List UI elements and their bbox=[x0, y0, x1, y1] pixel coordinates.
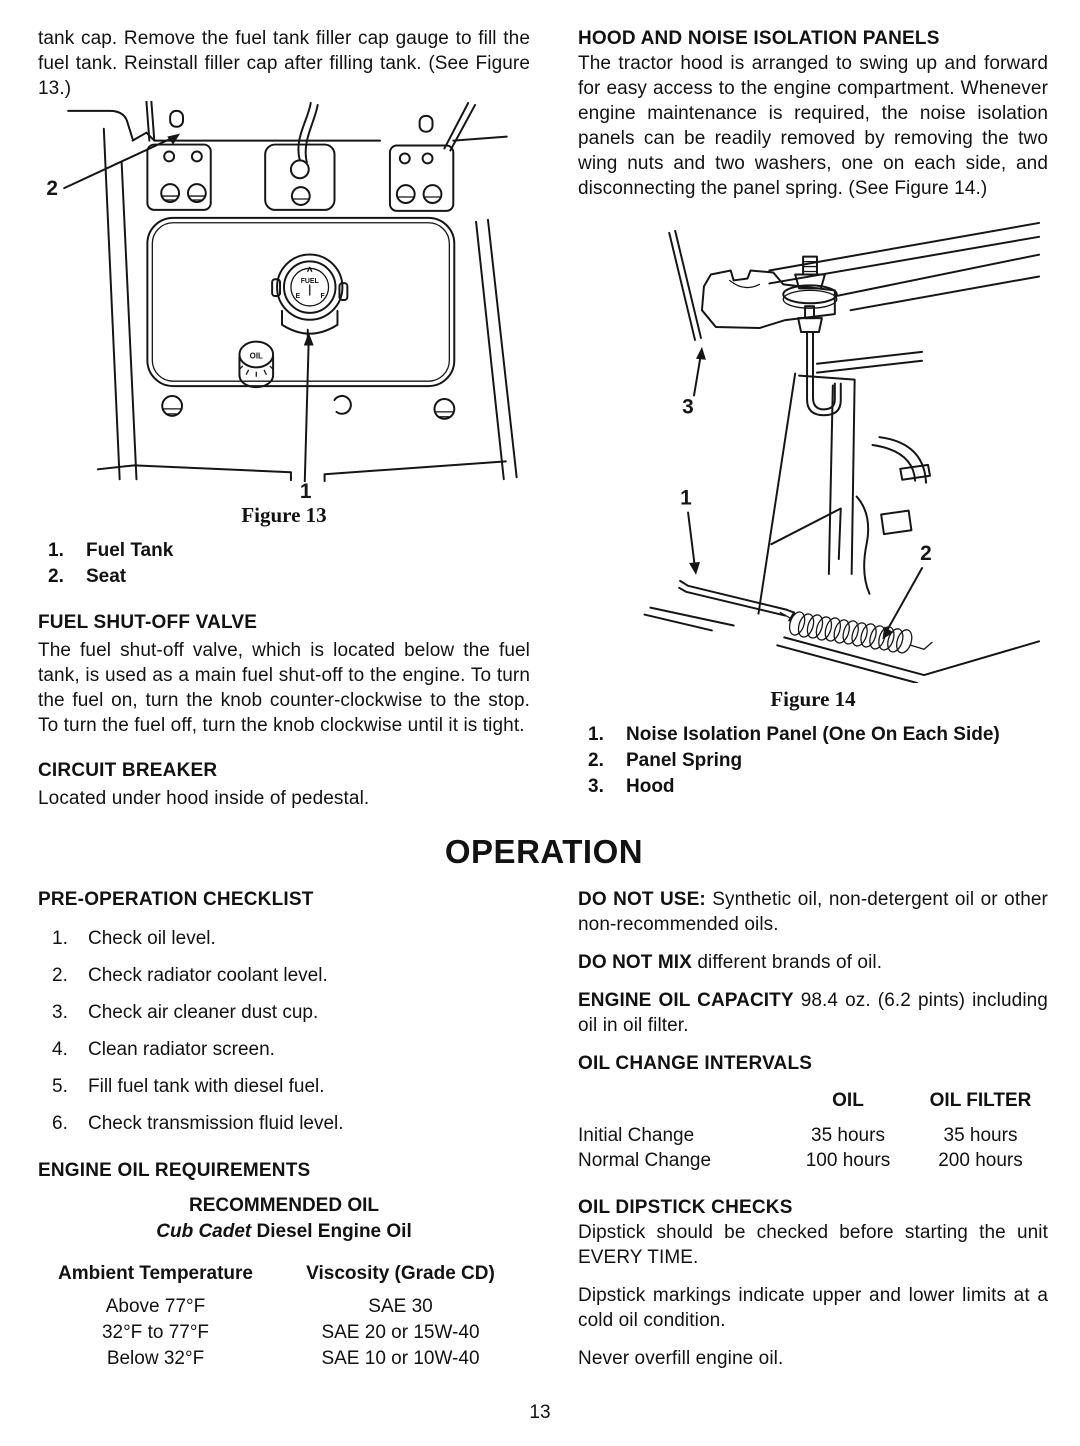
figure13-illustration bbox=[38, 101, 530, 499]
checklist-text: Check air cleaner dust cup. bbox=[88, 1002, 319, 1023]
oil-filter-col-header: OIL FILTER bbox=[929, 1090, 1032, 1111]
fig13-fuel-cap-tab bbox=[272, 279, 280, 296]
engine-oil-requirements-section bbox=[38, 1158, 530, 1372]
fig14-rod-end bbox=[786, 610, 794, 621]
brand-name-rest: Diesel Engine Oil bbox=[251, 1221, 412, 1242]
checklist-num: 5. bbox=[52, 1076, 68, 1097]
recommended-oil-subheading: RECOMMENDED OIL bbox=[189, 1195, 379, 1216]
fig14-panel bbox=[758, 374, 854, 614]
filter-hours-cell: 200 hours bbox=[938, 1150, 1023, 1171]
checklist-text: Clean radiator screen. bbox=[88, 1039, 275, 1060]
circuit-breaker-section bbox=[38, 758, 530, 811]
checklist-num: 4. bbox=[52, 1039, 68, 1060]
dipstick-paragraph-3: Never overfill engine oil. bbox=[578, 1348, 784, 1369]
note-rest: different brands of oil. bbox=[691, 952, 883, 973]
checklist-item bbox=[38, 1037, 530, 1062]
fig14-cable bbox=[857, 497, 870, 594]
fig14-callout-1-arrowhead bbox=[689, 562, 700, 575]
fig14-hood-line bbox=[851, 276, 1039, 310]
fig14-hood-edge-left bbox=[669, 231, 701, 340]
fig14-callout-3-arrowhead bbox=[696, 347, 706, 360]
viscosity-col-header: Viscosity (Grade CD) bbox=[306, 1263, 495, 1284]
viscosity-cell: SAE 30 bbox=[368, 1296, 433, 1317]
top-left-column bbox=[38, 26, 530, 811]
note-bold: ENGINE OIL CAPACITY bbox=[578, 990, 794, 1011]
fig14-connector bbox=[881, 511, 911, 535]
fig13-callout-2-arrowhead bbox=[167, 134, 180, 145]
fig13-hole bbox=[423, 153, 433, 163]
bottom-columns bbox=[38, 887, 1050, 1384]
figure14-caption: Figure 14 bbox=[770, 687, 856, 711]
temp-col-header: Ambient Temperature bbox=[58, 1263, 253, 1284]
checklist-text: Check oil level. bbox=[88, 928, 216, 949]
operation-title: OPERATION bbox=[444, 833, 644, 870]
note-rest: Synthetic oil, non-detergent oil or other non-recommended oils. bbox=[578, 889, 1048, 935]
fig13-left-edge bbox=[104, 129, 120, 479]
dipstick-heading: OIL DIPSTICK CHECKS bbox=[578, 1197, 793, 1218]
fuel-valve-body: The fuel shut-off valve, which is located below the fuel tank, is used as a main fuel shut-off to the engine. To turn the fuel on, turn the knob counter-clockwise to the stop. To turn the fuel off, turn the knob clockwise until it is tight. bbox=[38, 640, 530, 736]
note-rest: 98.4 oz. (6.2 pints) including oil in oil filter. bbox=[578, 990, 1048, 1036]
table-row bbox=[578, 1148, 1048, 1173]
checklist-item bbox=[38, 926, 530, 951]
legend-label: Seat bbox=[86, 566, 127, 587]
figure13-legend bbox=[48, 538, 530, 590]
figure14-illustration bbox=[583, 215, 1043, 683]
figure14-legend-item bbox=[588, 774, 1048, 800]
page-number: 13 bbox=[529, 1402, 551, 1423]
figure13-legend-item bbox=[48, 538, 530, 564]
dipstick-paragraph-1: Dipstick should be checked before starting the unit EVERY TIME. bbox=[578, 1222, 1048, 1268]
fig13-fuel-label: FUEL bbox=[300, 278, 319, 286]
table-row bbox=[38, 1294, 530, 1320]
oil-viscosity-table-header bbox=[38, 1261, 530, 1286]
fig14-j-rod bbox=[807, 332, 841, 415]
fig13-bolt bbox=[434, 399, 454, 419]
checklist-num: 6. bbox=[52, 1113, 68, 1134]
fig14-callout-1: 1 bbox=[680, 486, 692, 510]
fig13-topleft-curve bbox=[68, 111, 132, 139]
legend-label: Noise Isolation Panel (One On Each Side) bbox=[626, 724, 1000, 745]
brand-name-italic: Cub Cadet bbox=[156, 1221, 252, 1242]
fig13-seat-opening bbox=[147, 218, 454, 386]
fig13-bolt-detail bbox=[162, 196, 178, 200]
figure13-legend-item bbox=[48, 564, 530, 590]
legend-num: 1. bbox=[588, 724, 604, 745]
fig14-hood-line bbox=[835, 255, 1039, 297]
interval-label: Initial Change bbox=[578, 1125, 695, 1146]
fig13-bolt bbox=[161, 184, 179, 202]
fig13-right-edge2 bbox=[488, 220, 517, 477]
table-row bbox=[38, 1320, 530, 1346]
fig14-fender-curve bbox=[872, 437, 926, 483]
checklist-text: Check transmission fluid level. bbox=[88, 1113, 344, 1134]
fig13-hole bbox=[192, 151, 202, 161]
fig13-right-edge bbox=[476, 222, 504, 479]
fig14-latch-bracket bbox=[702, 271, 835, 329]
checklist-item bbox=[38, 1111, 530, 1136]
fig13-hole bbox=[164, 151, 174, 161]
oil-capacity-note bbox=[578, 988, 1048, 1038]
fig13-center-bracket bbox=[265, 145, 334, 210]
fig14-callout-3-arrow bbox=[694, 354, 701, 396]
fig13-hole-left bbox=[170, 111, 183, 127]
oil-intervals-table-header bbox=[578, 1088, 1048, 1113]
fig14-callout-2: 2 bbox=[920, 542, 932, 566]
fig13-bottom-edge bbox=[98, 461, 506, 481]
fig13-callout-2: 2 bbox=[46, 177, 58, 201]
fig14-ledge bbox=[817, 352, 922, 373]
circuit-breaker-heading: CIRCUIT BREAKER bbox=[38, 760, 218, 781]
fuel-valve-heading: FUEL SHUT-OFF VALVE bbox=[38, 612, 258, 633]
temp-cell: Above 77°F bbox=[105, 1296, 206, 1317]
hood-panels-body: The tractor hood is arranged to swing up and forward for easy access to the engine compartment. Whenever engine maintenance is required, the noise isolation panels can be readily removed by removing the two wing nuts and two washers, one on each side, and disconnecting the panel spring. (See Figure 14.) bbox=[578, 53, 1048, 199]
fig14-callout-3: 3 bbox=[682, 395, 694, 419]
fig13-hole bbox=[400, 153, 410, 163]
top-columns bbox=[38, 26, 1050, 811]
interval-label: Normal Change bbox=[578, 1150, 712, 1171]
checklist-num: 3. bbox=[52, 1002, 68, 1023]
fig13-bolt bbox=[424, 185, 442, 203]
oil-col-header: OIL bbox=[832, 1090, 864, 1111]
top-right-column bbox=[578, 26, 1048, 811]
fig14-latch-rod bbox=[679, 581, 786, 616]
fig13-callout-1-arrow bbox=[305, 339, 309, 482]
legend-label: Panel Spring bbox=[626, 750, 743, 771]
figure14-legend-item bbox=[588, 722, 1048, 748]
fig14-base-line bbox=[644, 608, 733, 631]
fig13-callout-1-arrowhead bbox=[304, 333, 314, 346]
figure14 bbox=[578, 215, 1048, 712]
bottom-left-column bbox=[38, 887, 530, 1384]
legend-num: 2. bbox=[48, 566, 64, 587]
bottom-right-column bbox=[578, 887, 1048, 1384]
fig13-support-rod bbox=[444, 103, 475, 151]
fig13-cable bbox=[298, 103, 317, 162]
fig14-callout-1-arrow bbox=[688, 512, 695, 568]
oil-requirements-heading: ENGINE OIL REQUIREMENTS bbox=[38, 1160, 311, 1181]
fig14-hood-line bbox=[769, 237, 1039, 284]
viscosity-cell: SAE 20 or 15W-40 bbox=[321, 1322, 480, 1343]
fuel-valve-section bbox=[38, 610, 530, 738]
do-not-use-note bbox=[578, 887, 1048, 937]
oil-change-intervals-section bbox=[578, 1051, 1048, 1173]
do-not-mix-note bbox=[578, 950, 1048, 975]
blank-header bbox=[578, 1088, 783, 1113]
note-bold: DO NOT USE: bbox=[578, 889, 706, 910]
fig13-oil-label: OIL bbox=[249, 351, 263, 361]
fig14-callout-2-arrow bbox=[885, 568, 922, 633]
temp-cell: 32°F to 77°F bbox=[101, 1322, 210, 1343]
fig14-base-line bbox=[777, 637, 1039, 683]
fig13-bolt bbox=[292, 187, 310, 205]
oil-intervals-heading: OIL CHANGE INTERVALS bbox=[578, 1053, 813, 1074]
oil-dipstick-section bbox=[578, 1195, 1048, 1371]
fig14-nut bbox=[798, 318, 822, 332]
checklist-text: Fill fuel tank with diesel fuel. bbox=[88, 1076, 325, 1097]
figure14-legend bbox=[588, 722, 1048, 800]
fig13-fuel-e: E bbox=[295, 293, 301, 301]
checklist-num: 2. bbox=[52, 965, 68, 986]
recommended-oil-brand bbox=[38, 1219, 530, 1245]
figure13-caption: Figure 13 bbox=[241, 503, 327, 527]
oil-hours-cell: 35 hours bbox=[811, 1125, 885, 1146]
fig13-seat-opening-inner bbox=[152, 223, 449, 381]
figure14-legend-item bbox=[588, 748, 1048, 774]
table-row bbox=[578, 1123, 1048, 1148]
checklist-item bbox=[38, 1000, 530, 1025]
fig14-bracket-detail bbox=[730, 280, 760, 287]
oil-viscosity-table bbox=[38, 1261, 530, 1372]
fig13-bolt bbox=[397, 185, 415, 203]
checklist-item bbox=[38, 1074, 530, 1099]
dipstick-paragraph-2: Dipstick markings indicate upper and lower limits at a cold oil condition. bbox=[578, 1285, 1048, 1331]
fig13-fuel-f: F bbox=[320, 293, 325, 301]
temp-cell: Below 32°F bbox=[106, 1348, 205, 1369]
fig13-bolt bbox=[162, 396, 182, 416]
checklist-heading: PRE-OPERATION CHECKLIST bbox=[38, 889, 314, 910]
fig13-callout-1: 1 bbox=[299, 480, 312, 499]
checklist-num: 1. bbox=[52, 928, 68, 949]
filter-hours-cell: 35 hours bbox=[943, 1125, 1018, 1146]
legend-label: Hood bbox=[626, 776, 675, 797]
legend-num: 1. bbox=[48, 540, 64, 561]
checklist-item bbox=[38, 963, 530, 988]
legend-num: 2. bbox=[588, 750, 604, 771]
oil-hours-cell: 100 hours bbox=[805, 1150, 891, 1171]
fig13-bolt-detail bbox=[189, 196, 205, 200]
table-row bbox=[38, 1346, 530, 1372]
note-bold: DO NOT MIX bbox=[578, 952, 692, 973]
fig13-bolt bbox=[188, 184, 206, 202]
figure13 bbox=[38, 101, 530, 528]
fig13-hole-right bbox=[420, 116, 433, 132]
legend-label: Fuel Tank bbox=[86, 540, 174, 561]
fig14-spring bbox=[780, 610, 932, 655]
circuit-breaker-body: Located under hood inside of pedestal. bbox=[38, 788, 370, 809]
fig13-clip bbox=[334, 396, 350, 414]
checklist-text: Check radiator coolant level. bbox=[88, 965, 328, 986]
intro-paragraph: tank cap. Remove the fuel tank filler cap gauge to fill the fuel tank. Reinstall filler cap after filling tank. (See Figure 13.) bbox=[38, 28, 530, 99]
hood-panels-heading: HOOD AND NOISE ISOLATION PANELS bbox=[578, 28, 940, 49]
legend-num: 3. bbox=[588, 776, 604, 797]
viscosity-cell: SAE 10 or 10W-40 bbox=[321, 1348, 480, 1369]
fig13-left-edge2 bbox=[122, 162, 137, 479]
fig13-callout-2-arrow bbox=[64, 137, 175, 188]
pre-operation-checklist bbox=[38, 926, 530, 1136]
fig13-top-edge-r bbox=[453, 137, 506, 141]
